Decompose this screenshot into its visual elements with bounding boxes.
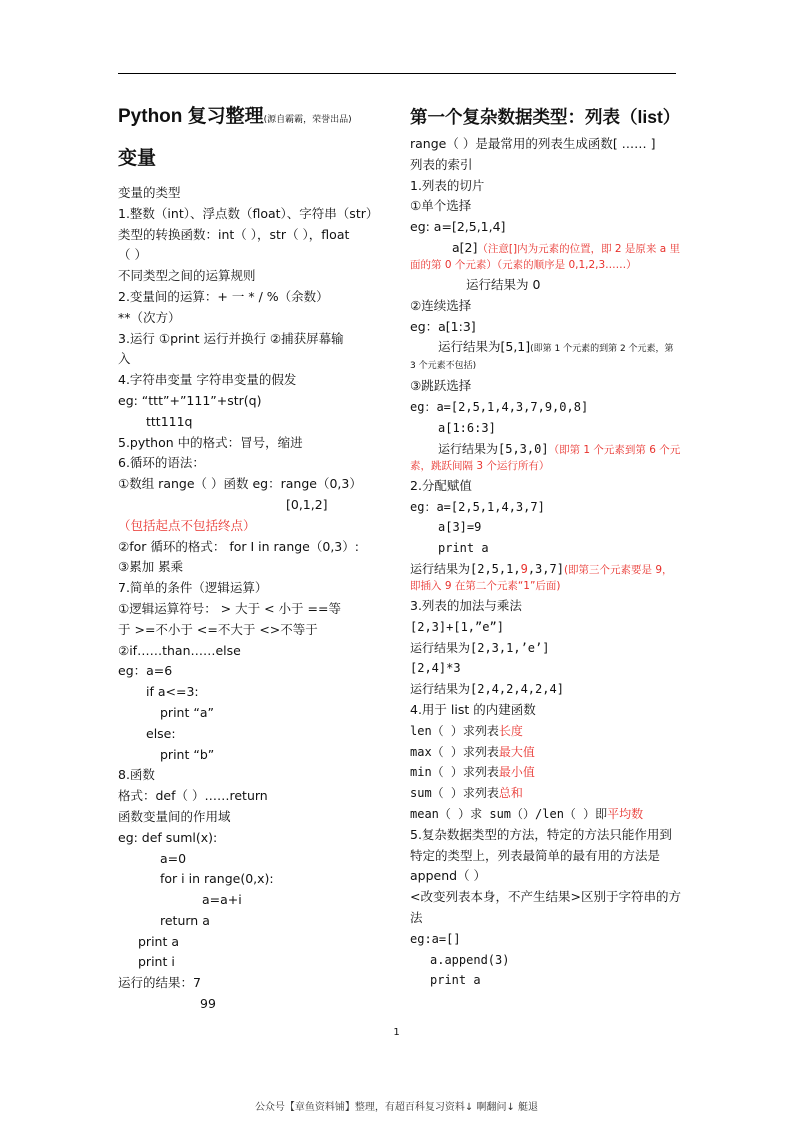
text-line: 4.用于 list 的内建函数 bbox=[410, 701, 536, 717]
code-line: 运行结果为[2,3,1,’e’] bbox=[410, 640, 550, 655]
highlight-red: 总和 bbox=[498, 786, 523, 801]
code-line: [2,3]+[1,”e”] bbox=[410, 619, 504, 634]
builtin-min bbox=[410, 762, 682, 783]
code-line: print a bbox=[438, 541, 489, 556]
note-line bbox=[410, 439, 682, 476]
text-line: 1.整数（int）、浮点数（float）、字符串（str） bbox=[118, 205, 379, 221]
text-line: sum（ ）求列表 bbox=[410, 786, 499, 801]
note-red: （包括起点不包括终点） bbox=[118, 517, 256, 533]
note-small: (即第 1 个元素的到第 2 个元素，第 3 个元素不包括) bbox=[410, 344, 674, 372]
note-red: （即第 1 个元素到第 6 个元素，跳跃间隔 3 个运行所有） bbox=[410, 443, 681, 472]
text-line: 类型的转换函数：int（ ），str（ ），float bbox=[118, 226, 350, 242]
text-line: **（次方） bbox=[118, 309, 181, 325]
doc-title-sub: (源自霸霸，荣誉出品) bbox=[263, 115, 352, 125]
note-red: （注意[]内为元素的位置，即 2 是原来 a 里面的第 0 个元素）（元素的顺序是 0,1,2,3……） bbox=[410, 242, 681, 271]
page-number: 1 bbox=[393, 1027, 400, 1038]
text-line: 2.变量间的运算：+ 一 * / %（余数） bbox=[118, 288, 329, 304]
right-column bbox=[410, 100, 682, 991]
code-line: print a bbox=[430, 973, 481, 988]
code-line: eg：a=6 bbox=[118, 663, 173, 679]
text-line: ②if……than……else bbox=[118, 642, 241, 658]
code-line: for i in range(0,x): bbox=[160, 871, 274, 887]
text-line: min（ ）求列表 bbox=[410, 765, 499, 780]
text-line: range（ ）是最常用的列表生成函数[ …… ] bbox=[410, 136, 656, 151]
code-line: eg：a[1:3] bbox=[410, 318, 476, 334]
code-line: a[1:6:3] bbox=[438, 420, 496, 435]
paragraph: 5.复杂数据类型的方法，特定的方法只能作用到特定的类型上，列表最简单的最有用的方法是 append（ ） bbox=[410, 826, 672, 884]
code-line: print a bbox=[138, 933, 180, 949]
text-line: ③跳跃选择 bbox=[410, 378, 472, 394]
text-line: 运行结果为[5,1] bbox=[438, 339, 531, 355]
page-footer: 公众号【章鱼资料铺】整理，有超百科复习资料↓ 啊翻问↓ 艇退 bbox=[254, 1102, 539, 1113]
left-column bbox=[118, 100, 390, 1015]
code-line: eg:a=[] bbox=[410, 931, 461, 946]
code-line: print i bbox=[138, 954, 175, 970]
code-line: print “a” bbox=[160, 704, 214, 720]
text-line: 于 >=不小于 <=不大于 <>不等于 bbox=[118, 621, 318, 637]
text-line: 运行结果为 0 bbox=[466, 276, 541, 292]
code-line: a=0 bbox=[160, 850, 187, 866]
text-line: max（ ）求列表 bbox=[410, 744, 499, 759]
text-line: 函数变量间的作用域 bbox=[118, 808, 231, 824]
code-line: a=a+i bbox=[202, 892, 242, 908]
highlight-red: 长度 bbox=[498, 723, 523, 738]
text-line: ,3,7] bbox=[527, 561, 564, 576]
highlight-red: 平均数 bbox=[607, 806, 644, 821]
text-line: 入 bbox=[118, 351, 131, 367]
note-line bbox=[410, 238, 682, 275]
builtin-sum bbox=[410, 783, 682, 804]
code-line: print “b” bbox=[160, 746, 215, 762]
text-line: ①单个选择 bbox=[410, 198, 472, 214]
header-rule bbox=[118, 73, 676, 74]
code-line: return a bbox=[160, 912, 210, 928]
highlight-red: 最大值 bbox=[498, 744, 535, 759]
text-line: ②连续选择 bbox=[410, 297, 472, 313]
code-line: [2,4]*3 bbox=[410, 661, 461, 676]
code-line: else: bbox=[146, 725, 176, 741]
code-line: a[3]=9 bbox=[438, 520, 482, 535]
text-line: 8.函数 bbox=[118, 767, 155, 783]
text-line: len（ ）求列表 bbox=[410, 723, 499, 738]
code-line: eg：a=[2,5,1,4,3,7,9,0,8] bbox=[410, 400, 589, 415]
code-line: 运行结果为[2,4,2,4,2,4] bbox=[410, 682, 564, 697]
text-line: 格式：def（ ）……return bbox=[118, 788, 268, 804]
code-line: eg: a=[2,5,1,4] bbox=[410, 219, 506, 235]
code-line: if a<=3: bbox=[146, 684, 199, 700]
note-line bbox=[410, 559, 682, 596]
text-line: ①逻辑运算符号： > 大于 < 小于 ==等 bbox=[118, 600, 341, 616]
text-line: 运行的结果：7 bbox=[118, 975, 201, 991]
text-line: （ ） bbox=[118, 247, 147, 263]
section-heading-variables: 变量 bbox=[118, 148, 157, 169]
highlight-red: 9 bbox=[520, 561, 528, 576]
text-line: ③累加 累乘 bbox=[118, 559, 184, 575]
text-line: 3.列表的加法与乘法 bbox=[410, 597, 522, 613]
text-line: ①数组 range（ ）函数 eg：range（0,3） bbox=[118, 476, 362, 492]
text-line: 6.循环的语法： bbox=[118, 455, 205, 471]
text-line: 不同类型之间的运算规则 bbox=[118, 268, 256, 284]
text-line: ②for 循环的格式： for I in range（0,3）: bbox=[118, 538, 359, 554]
text-line: 变量的类型 bbox=[118, 185, 181, 200]
text-line: 1.列表的切片 bbox=[410, 177, 485, 193]
text-line: 2.分配赋值 bbox=[410, 477, 472, 493]
note-line bbox=[410, 337, 682, 376]
doc-title: Python 复习整理(源自霸霸，荣誉出品) bbox=[118, 106, 352, 127]
text-line: mean（ ）求 sum（）/len（ ）即 bbox=[410, 806, 608, 821]
text-line: 运行结果为[5,3,0] bbox=[438, 441, 549, 456]
builtin-mean bbox=[410, 804, 682, 825]
text-line: 列表的索引 bbox=[410, 156, 473, 172]
code-line: [0,1,2] bbox=[286, 496, 328, 512]
text-line: 4.字符串变量 字符串变量的假发 bbox=[118, 372, 297, 388]
note-red: (即第三个元素要是 9，即插入 9 在第二个元素“1”后面) bbox=[410, 563, 673, 592]
code-line: a.append(3) bbox=[430, 952, 510, 967]
paragraph: <改变列表本身，不产生结果>区别于字符串的方法 bbox=[410, 889, 681, 925]
text-line: 5.python 中的格式：冒号，缩进 bbox=[118, 434, 303, 450]
builtin-max bbox=[410, 742, 682, 763]
code-line: eg：a=[2,5,1,4,3,7] bbox=[410, 499, 545, 514]
text-line: 运行结果为[2,5,1, bbox=[410, 561, 521, 576]
code-line: ttt111q bbox=[146, 413, 193, 429]
code-line: a[2] bbox=[452, 239, 478, 255]
code-line: eg: “ttt”+”111”+str(q) bbox=[118, 392, 262, 408]
section-heading-list: 第一个复杂数据类型：列表（list） bbox=[410, 107, 681, 127]
text-line: 3.运行 ①print 运行并换行 ②捕获屏幕输 bbox=[118, 330, 344, 346]
highlight-red: 最小值 bbox=[498, 765, 535, 780]
builtin-len bbox=[410, 721, 682, 742]
code-line: eg: def suml(x): bbox=[118, 829, 218, 845]
code-line: 99 bbox=[200, 996, 216, 1012]
text-line: 7.简单的条件（逻辑运算） bbox=[118, 580, 268, 596]
